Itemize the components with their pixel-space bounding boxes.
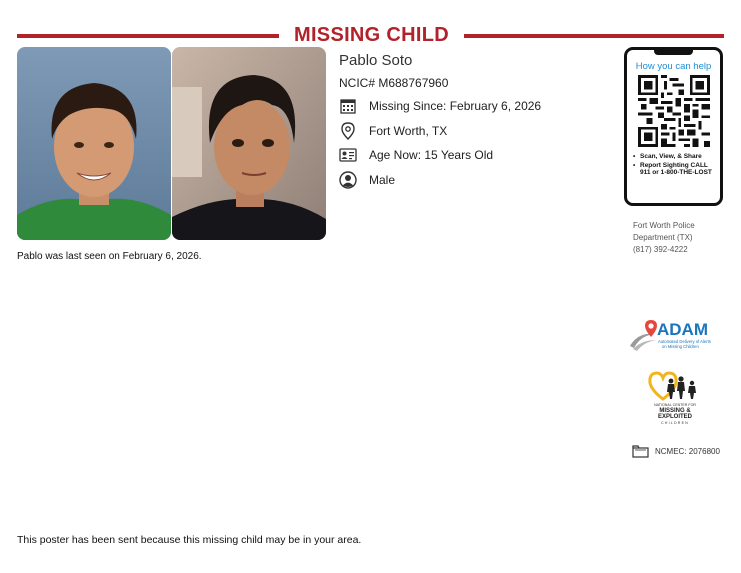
ncic-number: NCIC# M688767960 <box>339 76 449 90</box>
poster-headline: MISSING CHILD <box>293 24 449 46</box>
adam-wordmark: ADAM <box>657 320 708 339</box>
case-number-text: NCMEC: 2076800 <box>655 447 720 456</box>
last-seen-text: Pablo was last seen on February 6, 2026. <box>17 251 202 262</box>
detail-age <box>339 145 493 165</box>
location-text: Fort Worth, TX <box>369 124 448 138</box>
ncmec-line1: NATIONAL CENTER FOR <box>654 403 696 407</box>
child-photo-recent <box>172 47 326 240</box>
phone-notch <box>654 50 693 55</box>
gender-text: Male <box>369 173 396 187</box>
detail-gender <box>339 170 395 190</box>
child-name: Pablo Soto <box>339 52 413 69</box>
adam-tagline-1: Automated Delivery of Alerts <box>658 339 711 344</box>
age-text: Age Now: 15 Years Old <box>369 148 494 162</box>
help-steps-list <box>632 153 720 178</box>
agency-name-line1: Fort Worth Police <box>633 221 695 230</box>
help-title: How you can help <box>635 61 712 72</box>
qr-code[interactable] <box>638 75 710 147</box>
ncmec-case-number <box>632 445 720 458</box>
agency-name-line2: Department (TX) <box>633 233 693 242</box>
ncmec-logo <box>647 369 703 427</box>
adam-logo <box>628 318 723 354</box>
ncmec-line3: EXPLOITED <box>657 414 693 420</box>
child-photo-primary <box>17 47 171 240</box>
detail-missing-since <box>339 96 541 116</box>
id-card-icon <box>339 146 357 164</box>
agency-contact <box>633 220 695 256</box>
header-rule-left <box>17 34 279 38</box>
person-icon <box>339 171 357 189</box>
help-phone-panel <box>624 47 723 206</box>
ncmec-line4: CHILDREN <box>661 421 689 425</box>
missing-since-text: Missing Since: February 6, 2026 <box>369 99 542 113</box>
detail-location <box>339 121 447 141</box>
help-step: • Scan, View, & Share <box>632 153 720 161</box>
agency-phone[interactable]: (817) 392-4222 <box>633 245 688 254</box>
location-pin-icon <box>339 122 357 140</box>
adam-tagline-2: on Missing Children <box>662 344 699 349</box>
case-folder-icon <box>632 445 649 458</box>
ncmec-line2: MISSING & <box>659 408 691 414</box>
help-step: • Report Sighting CALL 911 or 1-800-THE-LOST <box>632 162 720 177</box>
poster-footer-note: This poster has been sent because this missing child may be in your area. <box>17 534 362 546</box>
header-rule-right <box>464 34 724 38</box>
calendar-icon <box>339 97 357 115</box>
